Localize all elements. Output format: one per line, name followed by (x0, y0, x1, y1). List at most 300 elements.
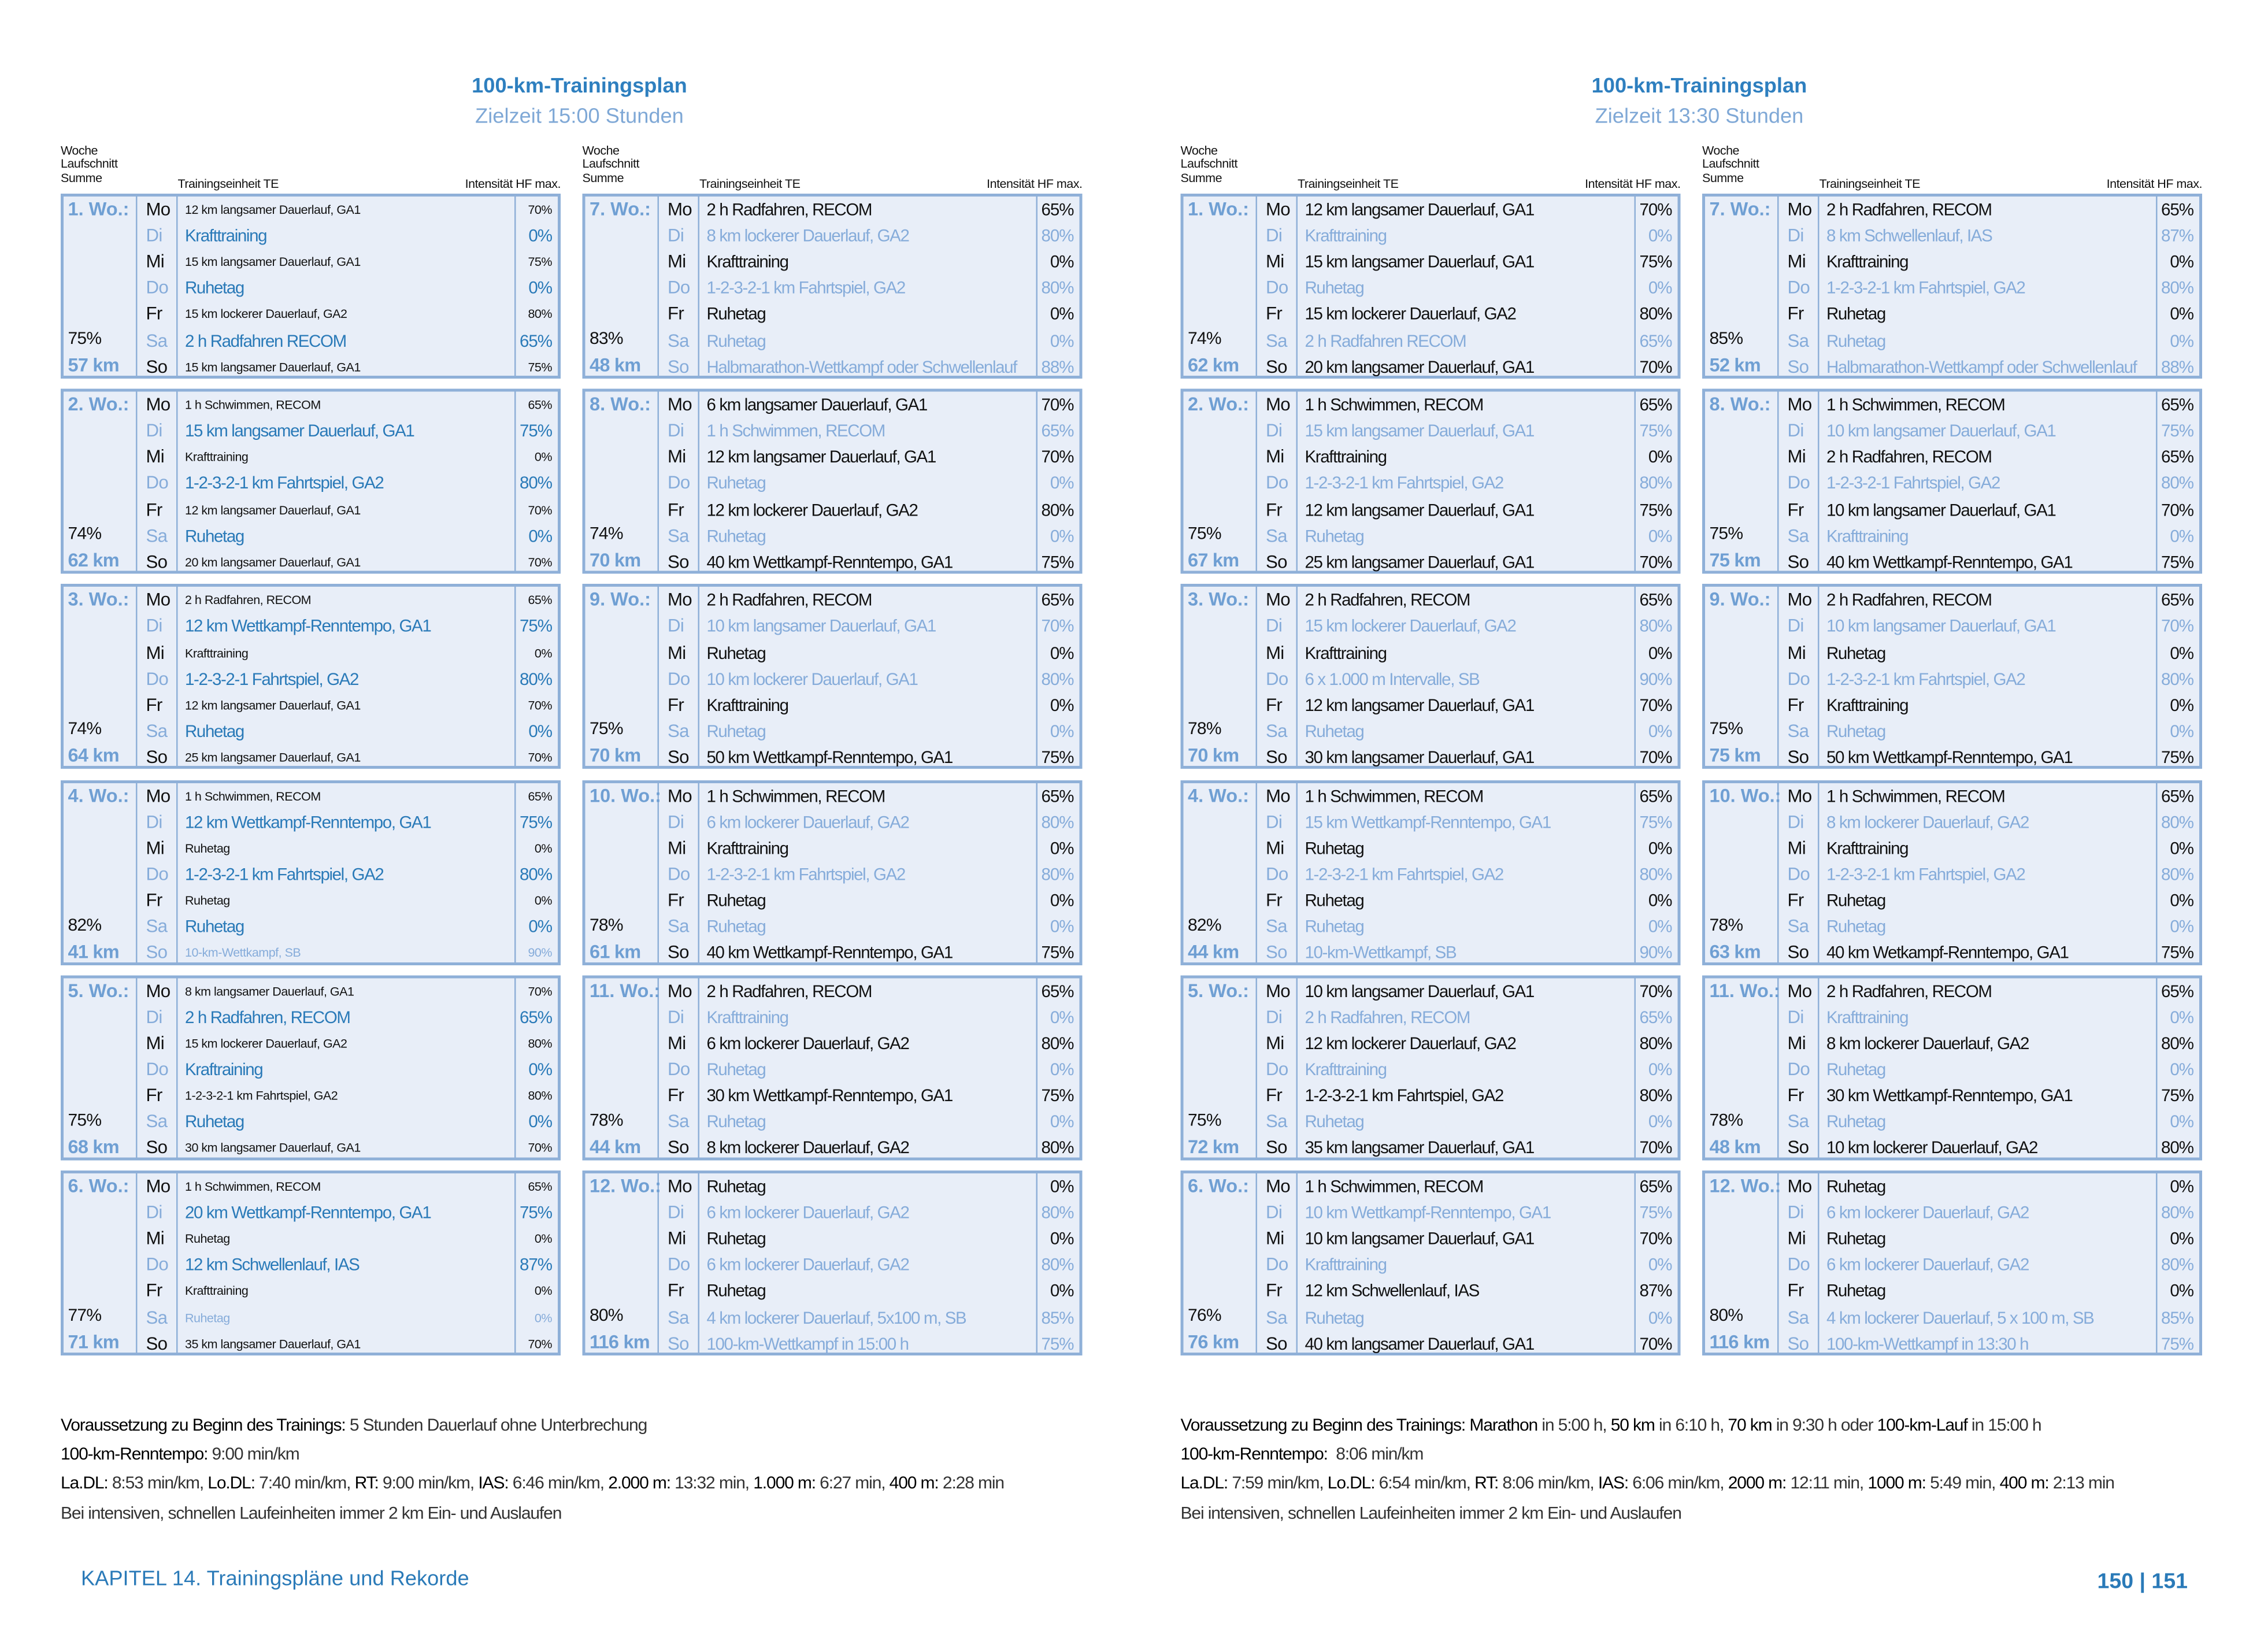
training-unit: Ruhetag (1826, 642, 1885, 663)
week-summe: 70 km (590, 744, 641, 766)
intensity: 75% (1041, 1333, 1074, 1354)
note-line (1181, 1502, 1681, 1523)
table-row (139, 327, 558, 353)
day-label: Di (1787, 616, 1804, 637)
intensity: 0% (2170, 642, 2193, 663)
header-summe: Summe (582, 169, 624, 184)
week-block (61, 975, 561, 1160)
note-text: Bei intensiven, schnellen Laufeinheiten immer 2 km Ein- und Auslaufen (1180, 1502, 1681, 1523)
day-label: Di (1266, 1202, 1283, 1223)
table-row (661, 1278, 1080, 1304)
intensity: 90% (528, 945, 552, 960)
day-label: Di (1266, 225, 1283, 246)
training-unit: 10 km langsamer Dauerlauf, GA1 (1305, 980, 1534, 1001)
table-row (661, 471, 1080, 497)
table-row (139, 887, 558, 913)
week-block (1181, 194, 1681, 379)
divider (1256, 197, 1258, 376)
table-row (661, 523, 1080, 549)
intensity: 65% (2161, 785, 2193, 806)
day-label: So (1787, 1138, 1809, 1158)
day-label: Fr (146, 499, 162, 520)
day-label: So (1787, 551, 1809, 572)
table-row (1259, 249, 1678, 275)
table-row (139, 939, 558, 965)
header-summe: Summe (1180, 169, 1222, 184)
intensity: 88% (2161, 356, 2193, 377)
table-row (661, 613, 1080, 639)
intensity: 80% (1041, 277, 1074, 298)
intensity: 0% (1648, 225, 1672, 246)
intensity: 80% (1639, 473, 1672, 494)
header-training-unit: Trainingseinheit TE (1298, 176, 1399, 191)
table-row (139, 809, 558, 835)
day-label: Mi (1787, 1228, 1806, 1249)
day-label: Di (146, 421, 162, 442)
day-label: So (1787, 747, 1809, 768)
header-training-unit: Trainingseinheit TE (1819, 176, 1920, 191)
intensity: 65% (1041, 785, 1074, 806)
table-row (139, 392, 558, 418)
week-summe: 116 km (590, 1331, 650, 1353)
table-row (1780, 1330, 2199, 1356)
training-unit: Kraftraining (185, 1059, 263, 1080)
table-row (1780, 353, 2199, 379)
week-laufschnitt: 75% (1709, 718, 1743, 739)
table-row (1780, 666, 2199, 692)
intensity: 70% (1639, 551, 1672, 572)
header-summe: Summe (1702, 169, 1744, 184)
intensity: 0% (2170, 890, 2193, 910)
day-label: Do (668, 473, 690, 494)
training-unit: 15 km langsamer Dauerlauf, GA1 (1305, 421, 1534, 442)
training-unit: 12 km Schwellenlauf, IAS (185, 1254, 360, 1275)
training-unit: Ruhetag (1305, 525, 1364, 546)
day-label: So (146, 356, 168, 377)
intensity: 70% (1639, 199, 1672, 220)
training-unit: 15 km lockerer Dauerlauf, GA2 (185, 1036, 347, 1051)
note-term: La.DL: (61, 1473, 108, 1494)
training-unit: 1 h Schwimmen, RECOM (185, 1179, 321, 1194)
intensity: 0% (528, 1112, 552, 1132)
intensity: 65% (1639, 1176, 1672, 1197)
note-term: 70 km (1728, 1414, 1772, 1435)
week-block (583, 975, 1083, 1160)
intensity: 75% (1041, 747, 1074, 768)
intensity: 65% (1041, 590, 1074, 610)
table-row (1259, 471, 1678, 497)
training-unit: 8 km lockerer Dauerlauf, GA2 (706, 225, 909, 246)
day-label: So (1266, 942, 1287, 963)
plan-title: 100-km-Trainingsplan (1591, 75, 1807, 98)
intensity: 87% (519, 1254, 552, 1275)
training-unit: Ruhetag (185, 1231, 230, 1246)
day-label: Sa (146, 721, 168, 742)
note-line (1181, 1444, 1424, 1464)
week-block (61, 584, 561, 769)
header-laufschnitt: Laufschnitt (61, 156, 118, 171)
day-label: Do (668, 864, 690, 884)
note-term: 1000 m: (1867, 1473, 1926, 1494)
intensity: 87% (2161, 225, 2193, 246)
intensity: 0% (1648, 642, 1672, 663)
training-unit: Krafttraining (1305, 642, 1387, 663)
table-row (1780, 587, 2199, 613)
training-unit: 2 h Radfahren, RECOM (1305, 590, 1470, 610)
week-block (61, 194, 561, 379)
day-label: Do (146, 864, 168, 884)
intensity: 0% (2170, 694, 2193, 715)
intensity: 0% (534, 1231, 552, 1246)
day-label: So (146, 747, 168, 768)
note-text: 2:28 min (938, 1473, 1004, 1494)
note-text: 5:49 min, (1925, 1473, 2000, 1494)
day-label: Mi (1787, 838, 1806, 858)
table-row (1259, 666, 1678, 692)
week-label: 9. Wo.: (590, 588, 651, 610)
week-summe: 52 km (1709, 354, 1761, 376)
training-unit: 20 km langsamer Dauerlauf, GA1 (185, 554, 361, 569)
table-row (139, 549, 558, 575)
table-row (1259, 1252, 1678, 1278)
table-row (139, 978, 558, 1004)
training-unit: 10-km-Wettkampf, SB (1305, 942, 1457, 963)
intensity: 0% (2170, 721, 2193, 742)
intensity: 0% (534, 1310, 552, 1325)
day-label: Mo (1266, 590, 1290, 610)
training-unit: 10 km lockerer Dauerlauf, GA1 (706, 668, 918, 689)
week-label: 1. Wo.: (1188, 198, 1249, 220)
intensity: 70% (528, 750, 552, 765)
table-row (139, 692, 558, 718)
week-summe: 67 km (1188, 549, 1239, 571)
day-label: Mo (146, 394, 171, 415)
week-block (1181, 975, 1681, 1160)
header-woche: Woche (582, 143, 620, 158)
training-unit: 1-2-3-2-1 km Fahrtspiel, GA2 (1826, 668, 2025, 689)
divider (1256, 978, 1258, 1157)
week-block (1702, 389, 2202, 574)
week-block (1181, 584, 1681, 769)
table-row (139, 613, 558, 639)
note-text: 12:11 min, (1786, 1473, 1868, 1494)
intensity: 88% (1041, 356, 1074, 377)
week-summe: 44 km (1188, 940, 1239, 962)
day-label: Mo (668, 1176, 692, 1197)
table-row (661, 223, 1080, 249)
training-unit: 15 km langsamer Dauerlauf, GA1 (185, 359, 361, 374)
table-row (139, 471, 558, 497)
training-unit: 1-2-3-2-1 Fahrtspiel, GA2 (1826, 473, 2000, 494)
week-laufschnitt: 78% (1188, 718, 1221, 739)
intensity: 70% (1041, 394, 1074, 415)
week-summe: 62 km (1188, 354, 1239, 376)
table-row (1780, 301, 2199, 327)
day-label: Di (1266, 616, 1283, 637)
day-label: Do (146, 1059, 168, 1080)
week-laufschnitt: 74% (68, 523, 102, 544)
training-unit: Krafttraining (185, 645, 249, 660)
day-label: Do (1787, 864, 1810, 884)
week-label: 4. Wo.: (1188, 784, 1249, 806)
table-row (139, 523, 558, 549)
intensity: 0% (1648, 525, 1672, 546)
table-row (661, 1173, 1080, 1199)
intensity: 70% (1639, 980, 1672, 1001)
intensity: 90% (1639, 668, 1672, 689)
table-row (661, 783, 1080, 809)
divider (1777, 587, 1779, 766)
note-term: 100-km-Renntempo: (61, 1443, 208, 1464)
table-row (661, 301, 1080, 327)
header-week-labels (583, 145, 639, 185)
day-label: Mi (146, 838, 164, 858)
table-row (661, 1135, 1080, 1161)
table-row (1259, 809, 1678, 835)
plan-title: 100-km-Trainingsplan (472, 75, 687, 98)
day-label: Di (1787, 225, 1804, 246)
day-label: Mo (146, 199, 171, 220)
header-training-unit: Trainingseinheit TE (699, 176, 801, 191)
week-summe: 48 km (590, 354, 641, 376)
week-block (61, 389, 561, 574)
week-summe: 61 km (590, 940, 641, 962)
week-laufschnitt: 82% (68, 914, 102, 935)
divider (1777, 1173, 1779, 1353)
table-row (139, 197, 558, 223)
note-term: Lo.DL: (1327, 1473, 1375, 1494)
day-label: Fr (146, 890, 162, 910)
day-label: Sa (1787, 525, 1809, 546)
training-unit: 15 km lockerer Dauerlauf, GA2 (1305, 616, 1516, 637)
training-unit: 4 km lockerer Dauerlauf, 5x100 m, SB (706, 1307, 966, 1328)
intensity: 0% (534, 840, 552, 855)
training-unit: Krafttraining (185, 1283, 249, 1298)
table-row (1259, 327, 1678, 353)
week-summe: 63 km (1709, 940, 1761, 962)
intensity: 75% (528, 254, 552, 269)
day-label: Mo (1266, 394, 1290, 415)
training-unit: Ruhetag (706, 1112, 766, 1132)
training-unit: 1-2-3-2-1 km Fahrtspiel, GA2 (1305, 1085, 1503, 1106)
intensity: 80% (528, 306, 552, 321)
divider (1777, 197, 1779, 376)
week-label: 12. Wo.: (590, 1175, 662, 1197)
intensity: 80% (1639, 864, 1672, 884)
week-laufschnitt: 78% (590, 1109, 623, 1130)
week-block (1702, 584, 2202, 769)
table-row (661, 1004, 1080, 1030)
table-row (139, 275, 558, 301)
intensity: 70% (2161, 616, 2193, 637)
day-label: Di (1266, 812, 1283, 832)
day-label: Sa (1787, 1112, 1809, 1132)
day-label: Fr (1266, 499, 1283, 520)
note-term: 1.000 m: (753, 1473, 816, 1494)
day-label: Fr (1787, 1085, 1804, 1106)
intensity: 70% (2161, 499, 2193, 520)
training-unit: 40 km Wettkampf-Renntempo, GA1 (706, 942, 953, 963)
divider (1777, 783, 1779, 962)
note-line (61, 1444, 299, 1464)
intensity: 0% (1648, 721, 1672, 742)
training-unit: 1-2-3-2-1 km Fahrtspiel, GA2 (1305, 864, 1503, 884)
training-unit: 30 km Wettkampf-Renntempo, GA1 (1826, 1085, 2073, 1106)
day-label: Mi (1787, 642, 1806, 663)
table-row (1780, 783, 2199, 809)
training-unit: 2 h Radfahren, RECOM (185, 1007, 350, 1028)
day-label: Di (668, 1007, 684, 1028)
day-label: Fr (1787, 1280, 1804, 1301)
table-row (1259, 913, 1678, 939)
note-text: 6:54 min/km, (1374, 1473, 1475, 1494)
table-header (583, 145, 1083, 191)
week-laufschnitt: 80% (590, 1305, 623, 1325)
day-label: Di (146, 812, 162, 832)
training-unit: Krafttraining (1826, 251, 1909, 272)
day-label: Fr (1266, 1280, 1283, 1301)
intensity: 0% (2170, 1007, 2193, 1028)
day-label: Mi (1266, 1033, 1284, 1054)
day-label: Sa (1787, 721, 1809, 742)
week-laufschnitt: 80% (1709, 1305, 1743, 1325)
table-row (139, 444, 558, 470)
table-row (661, 1083, 1080, 1109)
table-header (1702, 145, 2202, 191)
week-label: 8. Wo.: (590, 393, 651, 415)
intensity: 70% (528, 1140, 552, 1155)
table-row (661, 1225, 1080, 1251)
training-unit: 12 km langsamer Dauerlauf, GA1 (185, 202, 361, 217)
training-unit: 1 h Schwimmen, RECOM (706, 785, 885, 806)
intensity: 65% (2161, 199, 2193, 220)
day-label: Do (668, 277, 690, 298)
table-row (1259, 1304, 1678, 1330)
intensity: 0% (1050, 1007, 1074, 1028)
week-summe: 57 km (68, 354, 119, 376)
week-label: 8. Wo.: (1709, 393, 1771, 415)
note-term: Voraussetzung zu Beginn des Trainings: (61, 1414, 346, 1435)
table-row (1780, 1278, 2199, 1304)
table-row (661, 1057, 1080, 1083)
table-header (61, 145, 561, 191)
day-label: Mo (668, 785, 692, 806)
day-label: Sa (1787, 916, 1809, 937)
intensity: 70% (1639, 1138, 1672, 1158)
table-row (661, 887, 1080, 913)
table-row (139, 1199, 558, 1225)
training-unit: Ruhetag (185, 916, 244, 937)
training-unit: 1-2-3-2-1 km Fahrtspiel, GA2 (1826, 864, 2025, 884)
intensity: 0% (2170, 330, 2193, 351)
training-unit: 6 km lockerer Dauerlauf, GA2 (706, 1254, 909, 1275)
week-summe: 70 km (590, 549, 641, 571)
note-term: 400 m: (1999, 1473, 2049, 1494)
training-unit: 100-km-Wettkampf in 13:30 h (1826, 1333, 2029, 1354)
week-laufschnitt: 75% (590, 718, 623, 739)
table-row (1780, 1083, 2199, 1109)
table-row (139, 1252, 558, 1278)
week-laufschnitt: 75% (1709, 523, 1743, 544)
week-laufschnitt: 76% (1188, 1305, 1221, 1325)
day-label: Mo (668, 394, 692, 415)
day-label: Do (146, 473, 168, 494)
intensity: 0% (528, 525, 552, 546)
training-unit: 1-2-3-2-1 km Fahrtspiel, GA2 (706, 864, 905, 884)
training-unit: 2 h Radfahren, RECOM (706, 980, 872, 1001)
header-intensity: Intensität HF max. (2106, 176, 2202, 191)
training-unit: Ruhetag (185, 1310, 230, 1325)
header-week-labels (61, 145, 117, 185)
table-row (1259, 718, 1678, 744)
table-row (661, 978, 1080, 1004)
table-row (661, 1199, 1080, 1225)
training-unit: 12 km Wettkampf-Renntempo, GA1 (185, 616, 431, 637)
day-label: So (146, 551, 168, 572)
intensity: 65% (519, 330, 552, 351)
day-label: Mo (1787, 590, 1812, 610)
week-laufschnitt: 78% (590, 914, 623, 935)
intensity: 80% (2161, 1033, 2193, 1054)
day-label: Mo (1266, 785, 1290, 806)
training-unit: Krafttraining (706, 251, 788, 272)
intensity: 0% (1050, 251, 1074, 272)
day-label: Di (1787, 1007, 1804, 1028)
day-label: So (1787, 1333, 1809, 1354)
week-laufschnitt: 83% (590, 328, 623, 349)
intensity: 75% (2161, 421, 2193, 442)
training-unit: 2 h Radfahren, RECOM (706, 590, 872, 610)
table-row (1259, 1004, 1678, 1030)
header-intensity: Intensität HF max. (1585, 176, 1681, 191)
day-label: Di (146, 225, 162, 246)
note-term: IAS: (478, 1473, 509, 1494)
training-unit: 10 km langsamer Dauerlauf, GA1 (1826, 616, 2056, 637)
intensity: 0% (2170, 1228, 2193, 1249)
day-label: Mi (668, 447, 686, 468)
day-label: Fr (146, 1280, 162, 1301)
table-row (139, 1173, 558, 1199)
intensity: 65% (528, 788, 552, 803)
intensity: 0% (1648, 1307, 1672, 1328)
day-label: Mi (1266, 642, 1284, 663)
table-row (661, 249, 1080, 275)
day-label: Fr (668, 1280, 684, 1301)
training-unit: 1 h Schwimmen, RECOM (1305, 785, 1483, 806)
day-label: Mi (146, 1033, 164, 1054)
day-label: Fr (668, 890, 684, 910)
training-unit: 40 km Wetkampf-Renntempo, GA1 (1826, 942, 2069, 963)
intensity: 70% (528, 502, 552, 517)
day-label: Di (1266, 1007, 1283, 1028)
intensity: 80% (2161, 668, 2193, 689)
week-block (1702, 975, 2202, 1160)
intensity: 75% (2161, 1085, 2193, 1106)
day-label: Fr (1787, 890, 1804, 910)
table-row (139, 639, 558, 665)
intensity: 70% (528, 202, 552, 217)
training-unit: 35 km langsamer Dauerlauf, GA1 (185, 1336, 361, 1351)
day-label: Fr (1266, 303, 1283, 324)
table-row (1259, 392, 1678, 418)
intensity: 65% (1639, 590, 1672, 610)
intensity: 70% (528, 983, 552, 998)
chapter-footer: KAPITEL 14. Trainingspläne und Rekorde (81, 1568, 469, 1591)
table-row (661, 639, 1080, 665)
week-label: 3. Wo.: (68, 588, 129, 610)
intensity: 0% (528, 1059, 552, 1080)
day-label: Mi (1266, 447, 1284, 468)
